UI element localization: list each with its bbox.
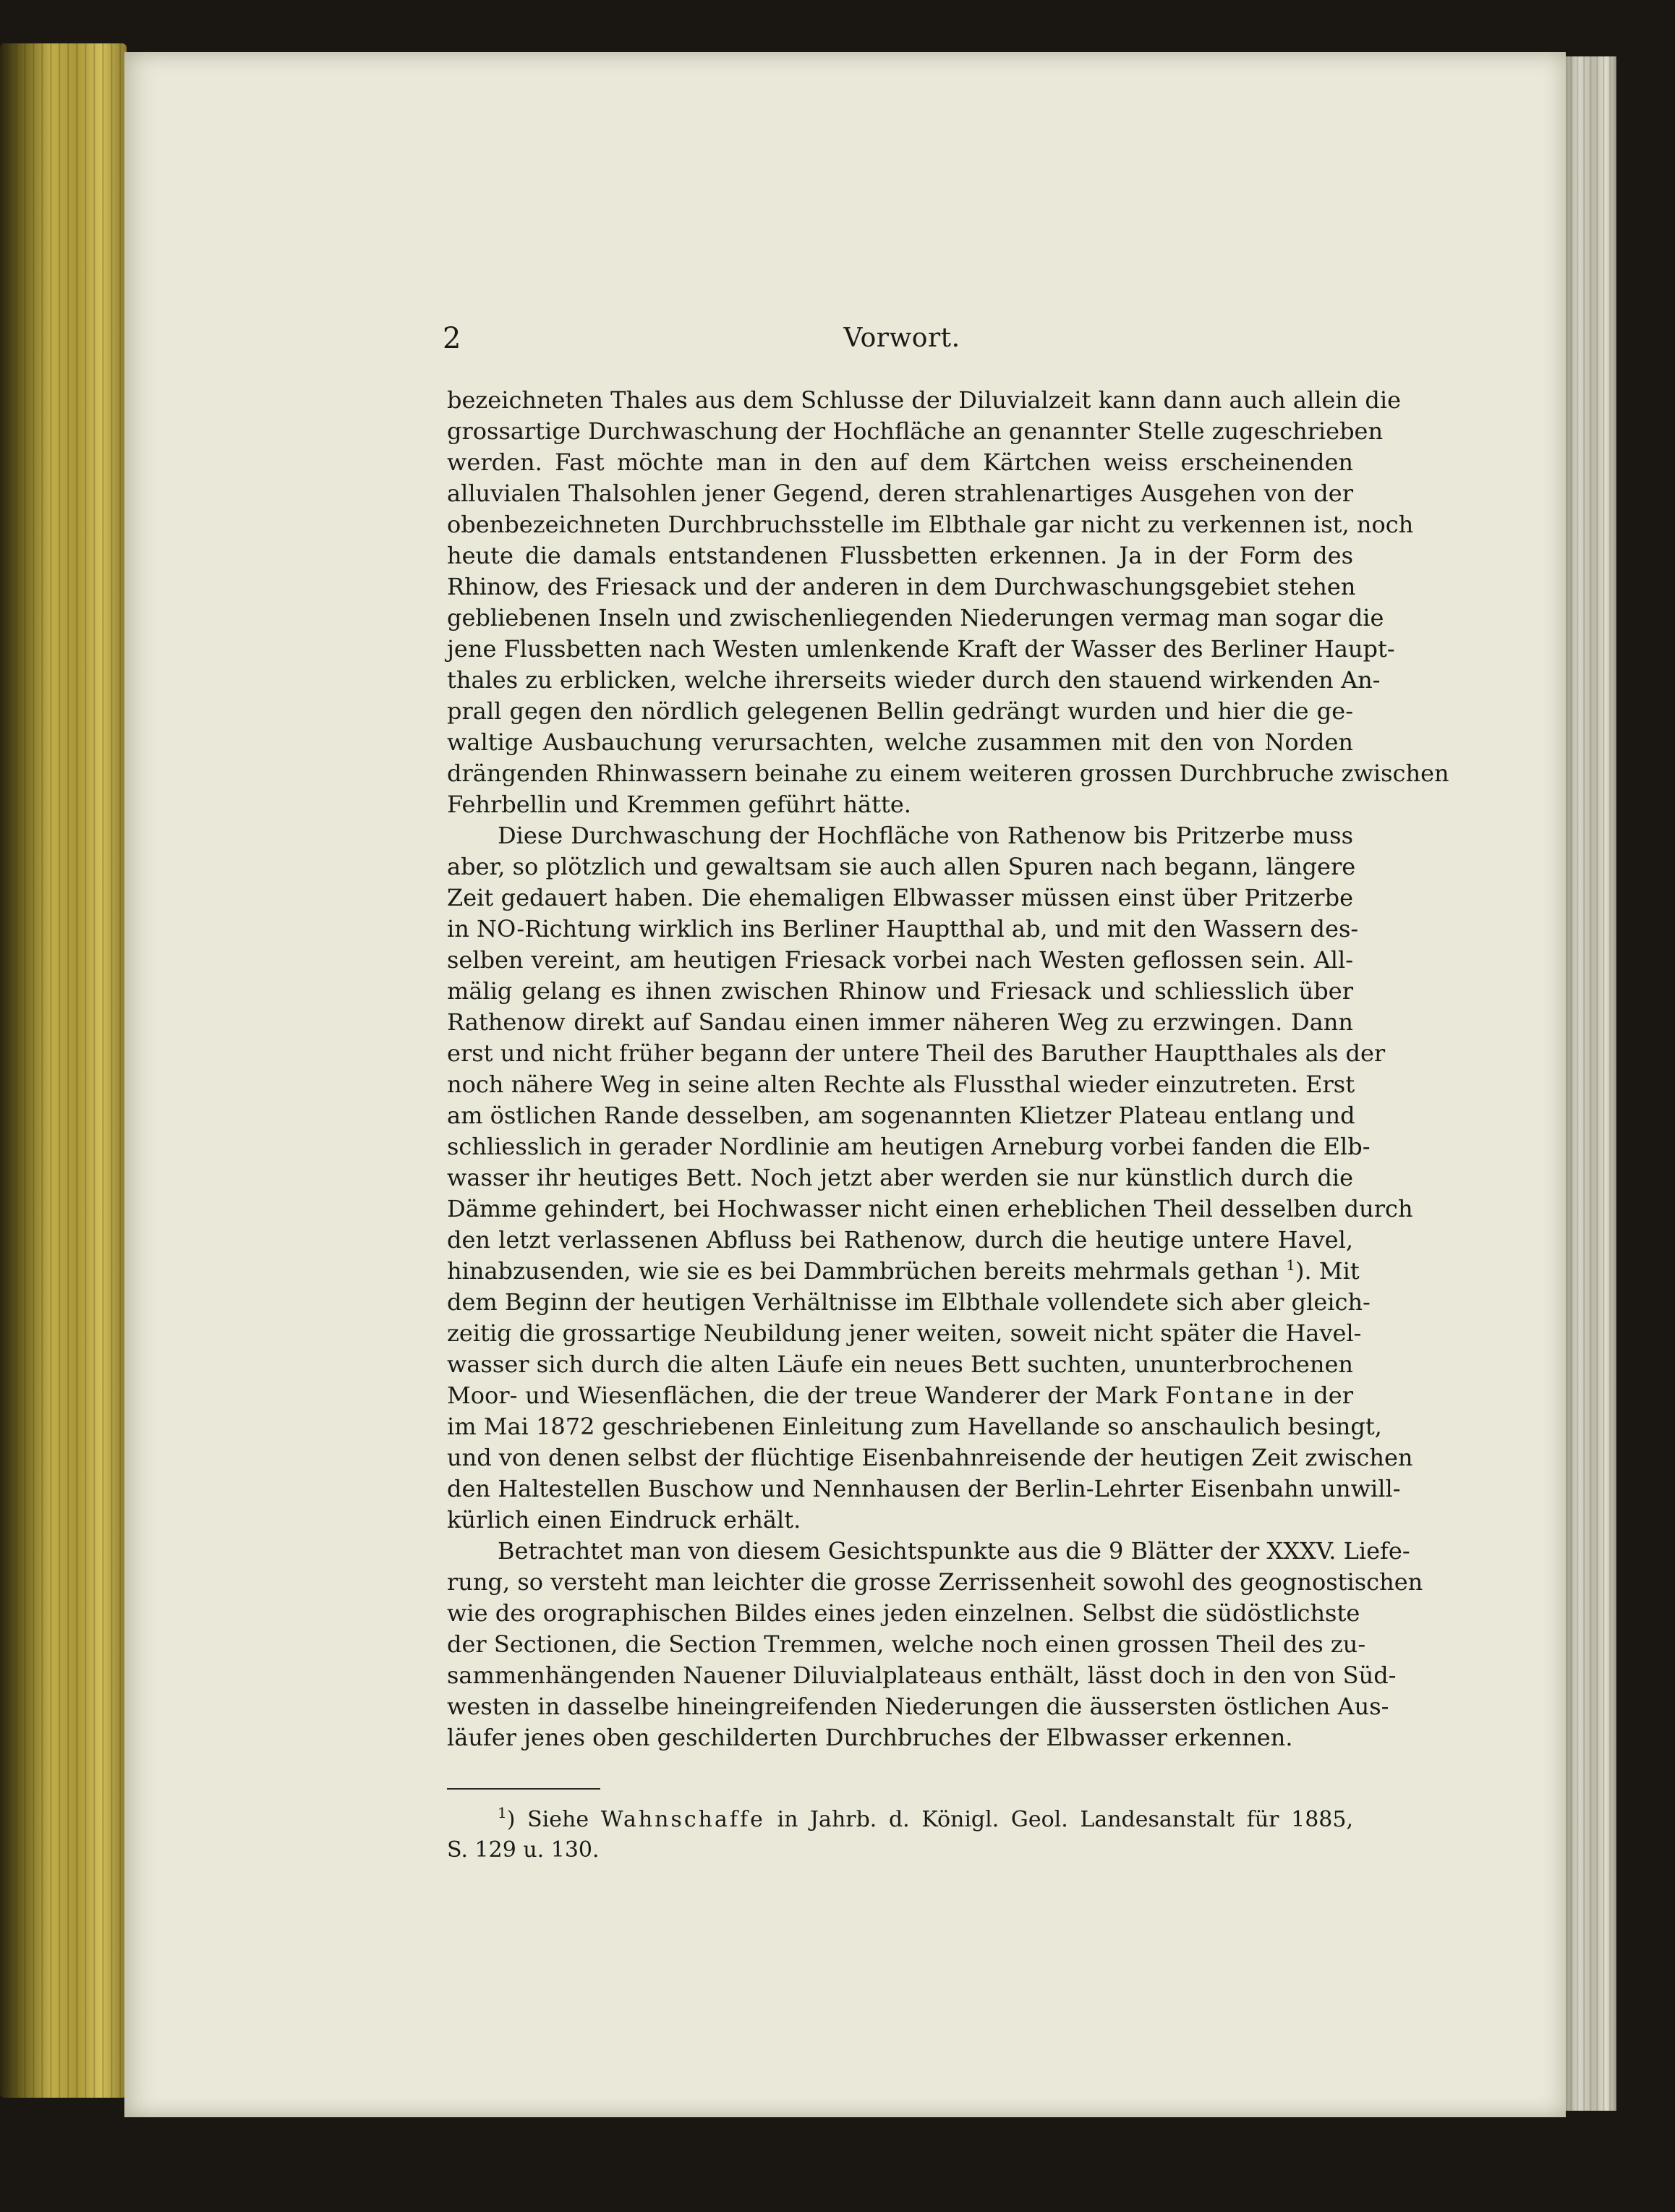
text-segment: ). Mit (1295, 1257, 1360, 1285)
page-number: 2 (443, 322, 461, 355)
text-line: in NO-Richtung wirklich ins Berliner Hauptthal ab, und mit den Wassern des- (447, 915, 1359, 943)
text-line: dem Beginn der heutigen Verhältnisse im Elbthale vollendete sich aber gleich- (447, 1288, 1371, 1316)
text-line: Rathenow direkt auf Sandau einen immer näheren Weg zu erzwingen. Dann (447, 1008, 1353, 1036)
text-line: rung, so versteht man leichter die grosse Zerrissenheit sowohl des geognostischen (447, 1568, 1423, 1596)
text-line: Dämme gehindert, bei Hochwasser nicht einen erheblichen Theil desselben durch (447, 1195, 1413, 1222)
text-line: heute die damals entstandenen Flussbetten erkennen. Ja in der Form des (447, 542, 1353, 569)
text-line: den letzt verlassenen Abfluss bei Rathenow, durch die heutige untere Havel, (447, 1226, 1353, 1254)
text-line: bezeichneten Thales aus dem Schlusse der Diluvialzeit kann dann auch allein die (447, 386, 1402, 414)
text-line: grossartige Durchwaschung der Hochfläche an genannter Stelle zugeschrieben (447, 417, 1384, 445)
text-line: Zeit gedauert haben. Die ehemaligen Elbwasser müssen einst über Pritzerbe (447, 884, 1353, 911)
text-line: wasser ihr heutiges Bett. Noch jetzt aber werden sie nur künstlich durch die (447, 1164, 1353, 1191)
footnote-rule (447, 1788, 600, 1790)
text-line: den Haltestellen Buschow und Nennhausen der Berlin-Lehrter Eisenbahn unwill- (447, 1475, 1401, 1502)
text-line: und von denen selbst der flüchtige Eisenbahnreisende der heutigen Zeit zwischen (447, 1444, 1413, 1471)
footnote-line: S. 129 u. 130. (447, 1837, 600, 1863)
text-line: noch nähere Weg in seine alten Rechte als Flussthal wieder einzutreten. Erst (447, 1071, 1355, 1098)
text-line: gebliebenen Inseln und zwischenliegenden Niederungen vermag man sogar die (447, 604, 1384, 631)
spine-texture (0, 43, 127, 2098)
footnote-reference: 1 (1286, 1256, 1296, 1274)
text-line-with-footnote-ref (447, 1256, 1360, 1287)
text-line: alluvialen Thalsohlen jener Gegend, deren strahlenartiges Ausgehen von der (447, 480, 1353, 507)
footnote-author-spaced: Wahnschaffe (600, 1807, 765, 1832)
text-line: der Sectionen, die Section Tremmen, welche noch einen grossen Theil des zu- (447, 1630, 1366, 1658)
text-line: Fehrbellin und Kremmen geführt hätte. (447, 791, 911, 818)
text-line: mälig gelang es ihnen zwischen Rhinow und Friesack und schliesslich über (447, 977, 1353, 1005)
text-line: kürlich einen Eindruck erhält. (447, 1506, 801, 1533)
text-line: prall gegen den nördlich gelegenen Bellin gedrängt wurden und hier die ge- (447, 697, 1353, 725)
running-head: Vorwort. (843, 323, 960, 353)
text-line: wie des orographischen Bildes eines jeden einzelnen. Selbst die südöstlichste (447, 1599, 1360, 1627)
footnote-mark-paren: ) (506, 1807, 516, 1832)
text-segment: Siehe (527, 1807, 589, 1832)
text-line: schliesslich in gerader Nordlinie am heutigen Arneburg vorbei fanden die Elb- (447, 1133, 1371, 1160)
text-line: aber, so plötzlich und gewaltsam sie auch allen Spuren nach begann, längere (447, 853, 1356, 880)
page-header (443, 322, 1361, 365)
text-line: thales zu erblicken, welche ihrerseits wieder durch den stauend wirkenden An- (447, 666, 1381, 694)
text-line: läufer jenes oben geschilderten Durchbruches der Elbwasser erkennen. (447, 1724, 1293, 1751)
footnote-mark: 1 (498, 1804, 507, 1821)
text-line-with-name (447, 1380, 1353, 1411)
footnote (447, 1805, 1353, 1866)
text-line: westen in dasselbe hineingreifenden Niederungen die äussersten östlichen Aus- (447, 1693, 1389, 1720)
author-name-spaced: Fontane (1165, 1382, 1276, 1409)
text-line: wasser sich durch die alten Läufe ein neues Bett suchten, ununterbrochenen (447, 1350, 1353, 1378)
text-line: selben vereint, am heutigen Friesack vorbei nach Westen geflossen sein. All- (447, 946, 1353, 974)
text-line: drängenden Rhinwassern beinahe zu einem weiteren grossen Durchbruche zwischen (447, 760, 1449, 787)
main-text (447, 385, 1449, 1753)
facing-page-edge (1566, 56, 1616, 2111)
text-line: Rhinow, des Friesack und der anderen in dem Durchwaschungsgebiet stehen (447, 573, 1356, 600)
text-segment: in Jahrb. d. Königl. Geol. Landesanstalt für 1885, (777, 1807, 1353, 1832)
text-line: obenbezeichneten Durchbruchsstelle im Elbthale gar nicht zu verkennen ist, noch (447, 511, 1414, 538)
text-line: zeitig die grossartige Neubildung jener weiten, soweit nicht später die Havel- (447, 1319, 1362, 1347)
text-line: erst und nicht früher begann der untere Theil des Baruther Hauptthales als der (447, 1039, 1386, 1067)
footnote-line (447, 1805, 1353, 1835)
text-segment: Moor- und Wiesenflächen, die der treue Wanderer der Mark (447, 1382, 1158, 1409)
text-line: werden. Fast möchte man in den auf dem Kärtchen weiss erscheinenden (447, 448, 1353, 476)
page-edge-texture (1566, 56, 1616, 2111)
text-line: im Mai 1872 geschriebenen Einleitung zum Havellande so anschaulich besingt, (447, 1413, 1382, 1440)
text-line: waltige Ausbauchung verursachten, welche zusammen mit den von Norden (447, 728, 1353, 756)
text-segment: in der (1283, 1382, 1354, 1409)
book-spine-gilt-edge (0, 43, 127, 2098)
text-line: jene Flussbetten nach Westen umlenkende Kraft der Wasser des Berliner Haupt- (447, 635, 1395, 663)
text-line: sammenhängenden Nauener Diluvialplateaus enthält, lässt doch in den von Süd- (447, 1662, 1397, 1689)
text-line: Diese Durchwaschung der Hochfläche von Rathenow bis Pritzerbe muss (498, 822, 1353, 849)
text-segment: hinabzusenden, wie sie es bei Dammbrüchen bereits mehrmals gethan (447, 1257, 1279, 1285)
text-line: Betrachtet man von diesem Gesichtspunkte aus die 9 Blätter der XXXV. Liefe- (498, 1537, 1410, 1565)
text-line: am östlichen Rande desselben, am sogenannten Klietzer Plateau entlang und (447, 1102, 1355, 1129)
